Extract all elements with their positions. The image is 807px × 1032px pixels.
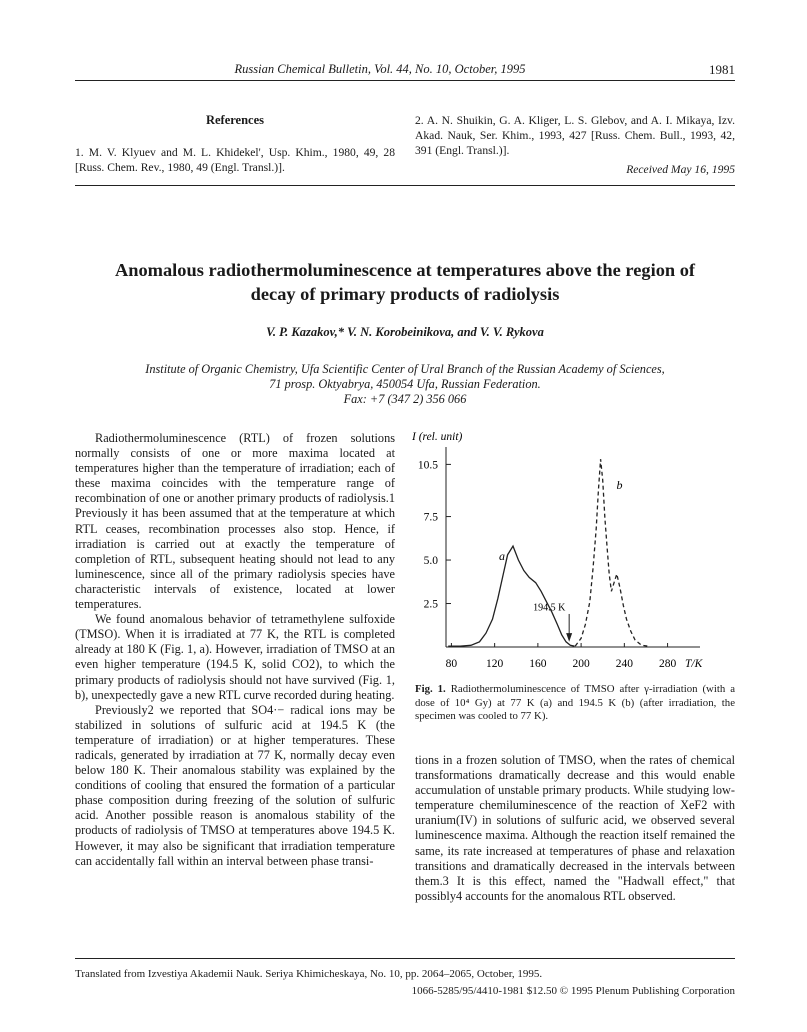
right-column — [415, 753, 735, 904]
paragraph-3: Previously2 we reported that SO4·− radical ions may be stabilized in solutions of sulfuric acid at 194.5 K (the temperature of irradiation) or at higher temperatures. These radicals, generated by irradiation at 77 K, normally decay even below 180 K. Their anomalous stability was explained by the conditions of cooling that ensured the formation of a particular phase composition during freezing of the solution of sulfuric acid. Another possible reason is anomalous stability of the products of radiolysis of TMSO at temperatures above 194.5 K. However, it may also be significant that irradiation temperature can accidentally fall within an interval between phase transi- — [75, 702, 395, 868]
caption-text: Radiothermoluminescence of TMSO after γ-irradiation (with a dose of 10⁴ Gy) at 77 K (a) and 194.5 K (b) (after irradiation, the specimen was cooled to 77 K). — [415, 683, 735, 722]
x-tick-label: 160 — [529, 658, 547, 670]
y-tick-label: 2.5 — [423, 598, 438, 611]
section-rule — [75, 185, 735, 186]
y-axis-label: I (rel. unit) — [412, 431, 463, 443]
y-tick-label: 5.0 — [423, 555, 438, 568]
caption-label: Fig. 1. — [415, 683, 446, 695]
reference-2: 2. A. N. Shuikin, G. A. Kliger, L. S. Glebov, and A. I. Mikaya, Izv. Akad. Nauk, Ser. Khim., 1993, 427 [Russ. Chem. Bull., 1993, 42, 391 (Engl. Transl.)]. — [415, 114, 735, 157]
received-date: Received May 16, 1995 — [626, 163, 735, 176]
title-line-1: Anomalous radiothermoluminescence at temperatures above the region of — [114, 260, 696, 280]
translation-note: Translated from Izvestiya Akademii Nauk. Seriya Khimicheskaya, No. 10, pp. 2064–2065, October, 1995. — [75, 968, 543, 980]
title-line-2: decay of primary products of radiolysis — [250, 284, 560, 304]
y-tick-label: 7.5 — [423, 511, 438, 524]
paragraph-4: tions in a frozen solution of TMSO, when the rates of chemical transformations dramatically decrease and this would enable accumulation of unstable primary products. While studying low-temperature chemiluminescence of the reaction of XeF2 with uranium(IV) in solutions of sulfuric acid, we observed several luminescence maxima. Although the reaction itself remained the same, its rate increased at temperatures of phase and relaxation transitions and dramatically decreased in the intervals between them.3 It is this effect, named the "Hadwall effect," that possibly4 accounts for the anomalous RTL observed. — [415, 753, 735, 903]
x-axis-label: T/K — [685, 658, 703, 670]
affiliation: Institute of Organic Chemistry, Ufa Scientific Center of Ural Branch of the Russian Academy of Sciences, 71 prosp. Oktyabrya, 450054 Ufa, Russian Federation. Fax: +7 (347 2) 356 066 — [145, 362, 665, 406]
paragraph-1: Radiothermoluminescence (RTL) of frozen solutions normally consists of one or more maxima located at temperatures higher than the temperature of irradiation; each of these maxima coincides with the temperature range of recombination of one or another primary products of radiolysis.1 Previously it has been assumed that at the temperature at which RTL ceases, recombination processes also stop. Hence, if irradiation is carried out at exactly the temperature of completion of RTL, subsequent heating should not lead to any luminescence, since all of the primary radiolysis species have characteristic intervals of existence, located at lower temperatures. — [75, 431, 395, 612]
annotation-arrow-head — [566, 633, 572, 642]
x-tick-label: 280 — [658, 658, 677, 670]
series-a-label: a — [499, 549, 506, 564]
irradiation-temp-annotation: 194.5 K — [533, 602, 566, 614]
series-b-label: b — [616, 478, 623, 493]
left-column — [75, 431, 395, 869]
x-tick-label: 200 — [572, 658, 590, 670]
figure-1-chart — [400, 425, 735, 677]
header-rule — [75, 80, 735, 81]
article-title — [75, 258, 735, 306]
authors: V. P. Kazakov,* V. N. Korobeinikova, and V. V. Rykova — [266, 325, 544, 339]
series-a-line — [448, 546, 574, 646]
copyright-line: 1066-5285/95/4410-1981 $12.50 © 1995 Plenum Publishing Corporation — [411, 985, 735, 997]
x-tick-label: 80 — [445, 658, 458, 670]
journal-citation: Russian Chemical Bulletin, Vol. 44, No. 10, October, 1995 — [234, 62, 526, 76]
references-heading: References — [205, 113, 265, 127]
figure-caption — [415, 683, 735, 724]
page-number: 1981 — [709, 62, 735, 77]
series-b-line — [575, 459, 648, 646]
footer-rule — [75, 958, 735, 959]
paragraph-2: We found anomalous behavior of tetramethylene sulfoxide (TMSO). When it is irradiated at 77 K, the RTL is completed already at 180 K (Fig. 1, a). However, irradiation of TMSO at an even higher temperature (194.5 K, solid CO2), to which the primary products of radiolysis should not have survived (Fig. 1, b), unexpectedly gave a new RTL curve recorded during heating. — [75, 612, 395, 702]
y-tick-label: 10.5 — [417, 459, 438, 472]
x-tick-label: 120 — [486, 658, 504, 670]
x-tick-label: 240 — [615, 658, 633, 670]
reference-1: 1. M. V. Klyuev and M. L. Khidekel', Usp. Khim., 1980, 49, 28 [Russ. Chem. Rev., 1980, 49 (Engl. Transl.)]. — [75, 146, 395, 174]
